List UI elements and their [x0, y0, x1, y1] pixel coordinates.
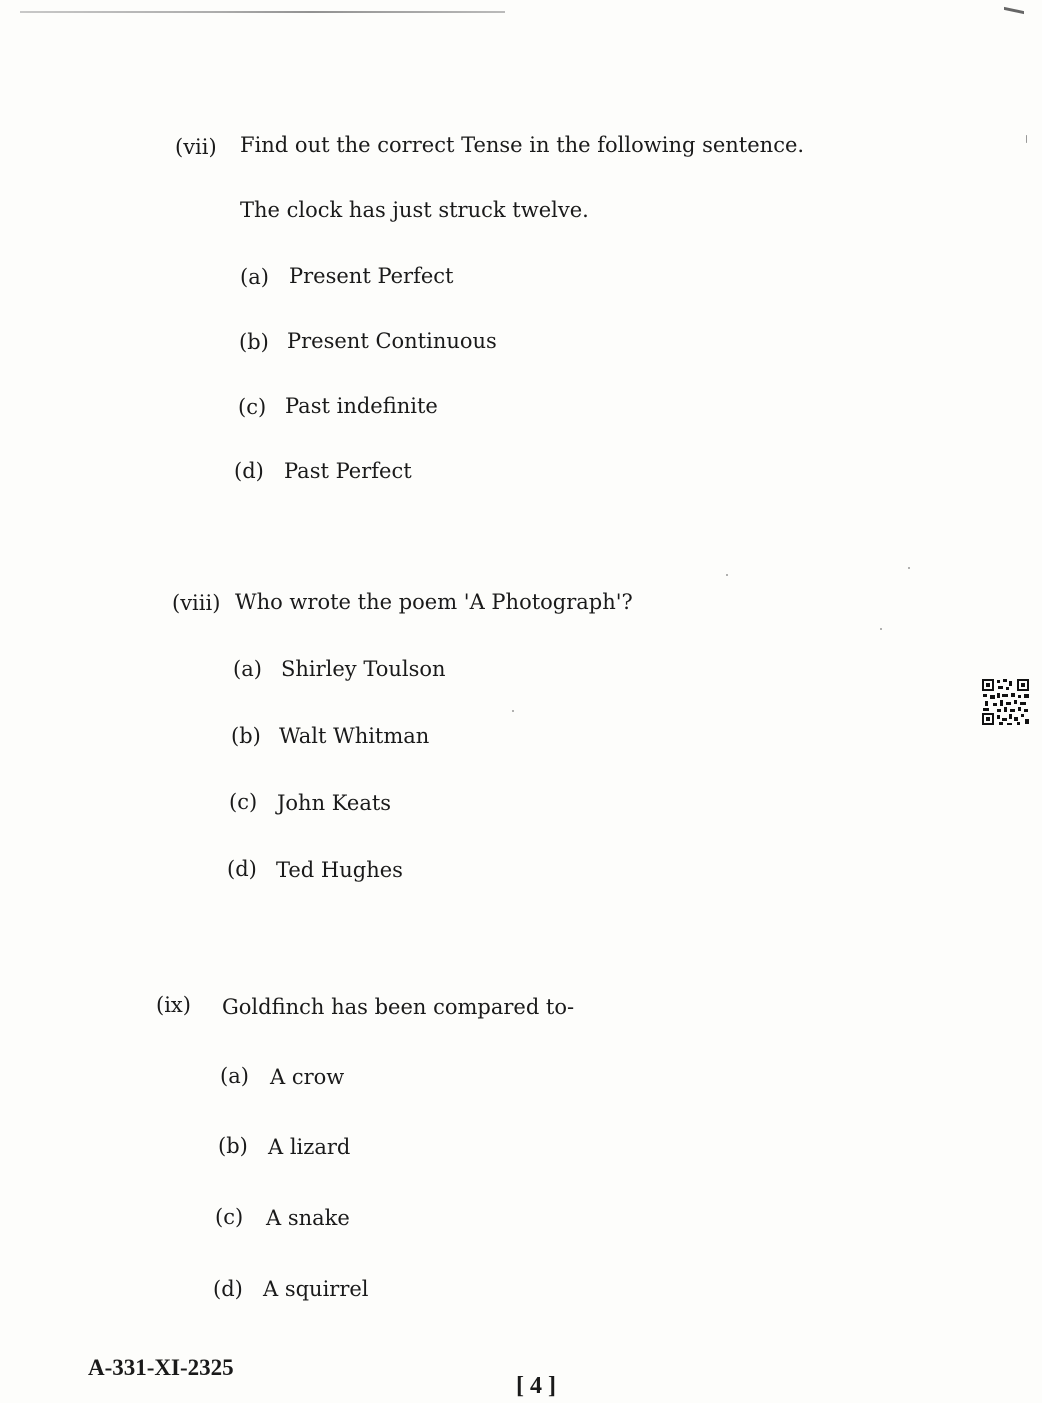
option-text: Past Perfect: [284, 459, 412, 483]
scan-speck: [512, 710, 514, 712]
scan-corner-mark: [1004, 7, 1024, 24]
option-text: Shirley Toulson: [281, 657, 446, 681]
question-number: (ix): [156, 993, 191, 1017]
option-text: Present Perfect: [289, 264, 454, 288]
option-text: A snake: [266, 1206, 350, 1230]
question-text: Goldfinch has been compared to-: [222, 995, 575, 1019]
option-label: (d): [227, 857, 257, 881]
option-label: (b): [231, 724, 261, 748]
scan-speck: [1026, 135, 1027, 143]
option-label: (c): [229, 790, 258, 814]
page-number: [ 4 ]: [516, 1373, 556, 1399]
option-text: John Keats: [277, 791, 392, 815]
option-label: (a): [233, 657, 262, 681]
option-text: Walt Whitman: [279, 724, 430, 748]
question-number: (viii): [172, 591, 221, 615]
option-text: A crow: [270, 1065, 345, 1089]
option-text: Present Continuous: [287, 329, 497, 353]
option-label: (d): [213, 1277, 243, 1301]
option-label: (a): [240, 265, 269, 289]
question-text: Who wrote the poem 'A Photograph'?: [235, 590, 633, 614]
option-text: Ted Hughes: [276, 858, 403, 882]
question-number: (vii): [175, 135, 217, 159]
option-text: A lizard: [268, 1135, 351, 1159]
option-label: (a): [220, 1064, 249, 1088]
option-text: A squirrel: [263, 1277, 369, 1301]
paper-code: A-331-XI-2325: [88, 1355, 234, 1380]
option-text: Past indefinite: [285, 394, 438, 418]
scan-speck: [908, 567, 910, 569]
question-sentence: The clock has just struck twelve.: [240, 198, 589, 222]
option-label: (b): [218, 1134, 248, 1158]
question-text: Find out the correct Tense in the following sentence.: [240, 133, 805, 157]
qr-code-icon: [981, 678, 1030, 726]
scan-speck: [880, 628, 882, 630]
scan-speck: [726, 574, 728, 576]
option-label: (c): [215, 1205, 244, 1229]
option-label: (b): [239, 330, 269, 354]
scan-artifact-line: [20, 11, 505, 13]
option-label: (d): [234, 459, 264, 483]
option-label: (c): [238, 395, 267, 419]
